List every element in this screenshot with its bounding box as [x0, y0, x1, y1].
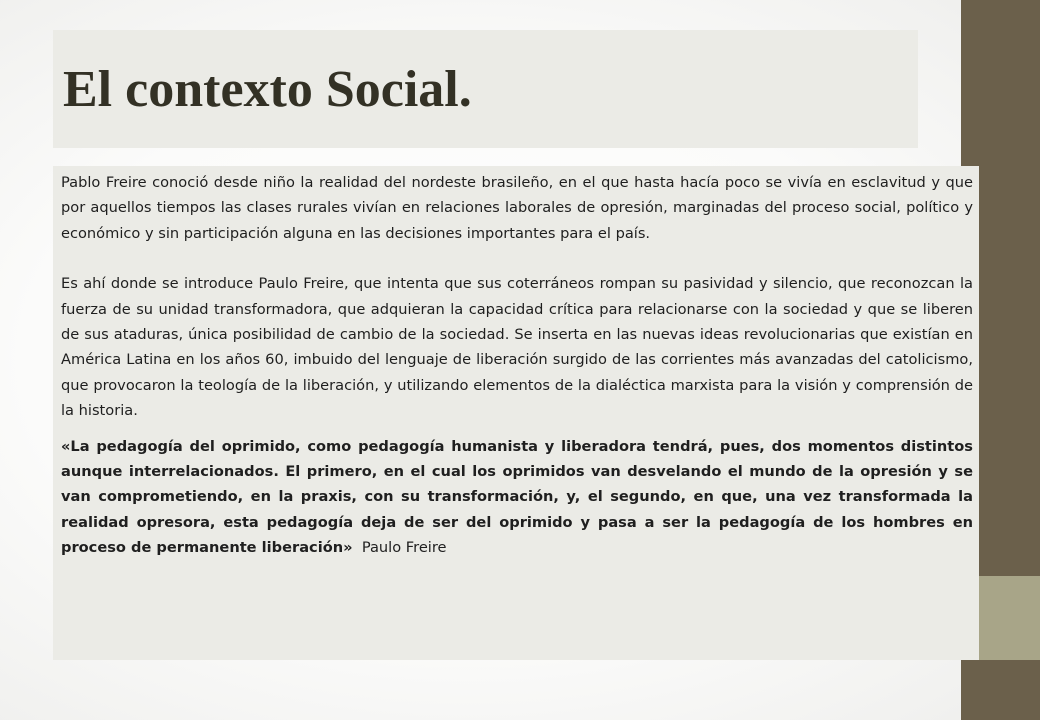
- slide-title: El contexto Social.: [63, 61, 472, 118]
- content-body: [61, 170, 973, 561]
- paragraph-context: Es ahí donde se introduce Paulo Freire, que intenta que sus coterráneos rompan su pasividad y silencio, que reconozcan la fuerza de su unidad transformadora, que adquieran la capacidad crítica para relacionarse con la sociedad y que se liberen de sus ataduras, única posibilidad de cambio de la sociedad. Se inserta en las nuevas ideas revolucionarias que existían en América Latina en los años 60, imbuido del lenguaje de liberación surgido de las corrientes más avanzadas del catolicismo, que provocaron la teología de la liberación, y utilizando elementos de la dialéctica marxista para la visión y comprensión de la historia.: [61, 275, 973, 420]
- right-accent-block: [979, 576, 1040, 660]
- quote-text: «La pedagogía del oprimido, como pedagogía humanista y liberadora tendrá, pues, dos momentos distintos aunque interrelacionados. El primero, en el cual los oprimidos van desvelando el mundo de la opresión y se van comprometiendo, en la praxis, con su transformación, y, el segundo, en que, una vez transformada la realidad opresora, esta pedagogía deja de ser del oprimido y pasa a ser la pedagogía de los hombres en proceso de permanente liberación»: [61, 437, 973, 557]
- paragraph-intro: Pablo Freire conoció desde niño la realidad del nordeste brasileño, en el que hasta hacía poco se vivía en esclavitud y que por aquellos tiempos las clases rurales vivían en relaciones laborales de opresión, marginadas del proceso social, político y económico y sin participación alguna en las decisiones importantes para el país.: [61, 174, 973, 242]
- quote-author: Paulo Freire: [361, 539, 447, 557]
- quote-block: [61, 434, 973, 561]
- title-panel: [53, 30, 918, 148]
- content-panel: [53, 166, 979, 660]
